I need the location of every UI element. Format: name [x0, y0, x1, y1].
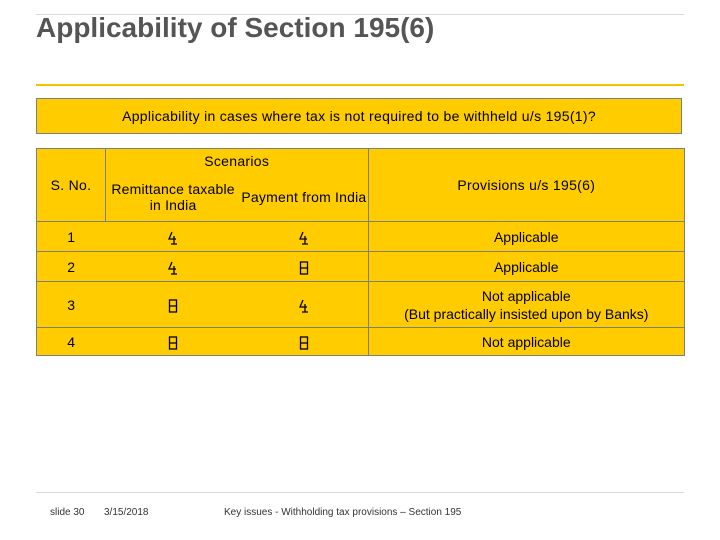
- footer-rule: [36, 492, 684, 493]
- table-row: [37, 252, 685, 282]
- row-sno: 2: [37, 252, 106, 282]
- cross-icon: [299, 333, 309, 349]
- provision-note: (But practically insisted upon by Banks): [404, 305, 649, 322]
- provision-text: Not applicable: [481, 333, 571, 350]
- provision-cell: [368, 328, 684, 356]
- provision-cell: [368, 252, 684, 282]
- footer-date: 3/15/2018: [104, 507, 149, 518]
- remittance-cell: [105, 222, 240, 252]
- header-scenarios: Scenarios: [105, 149, 368, 174]
- check-icon: [298, 296, 310, 312]
- table-row: [37, 282, 685, 328]
- cross-icon: [299, 258, 309, 274]
- provision-cell: [368, 282, 684, 328]
- slide-title: Applicability of Section 195(6): [36, 12, 435, 43]
- payment-cell: [240, 282, 368, 328]
- table-row: [37, 328, 685, 356]
- check-icon: [167, 258, 179, 274]
- payment-cell: [240, 328, 368, 356]
- footer-caption: Key issues - Withholding tax provisions – Section 195: [224, 507, 462, 518]
- header-sno: S. No.: [37, 149, 106, 222]
- footer-slide-number: slide 30: [50, 507, 85, 518]
- question-text: Applicability in cases where tax is not required to be withheld u/s 195(1)?: [122, 108, 596, 124]
- header-payment: Payment from India: [240, 173, 368, 222]
- provision-cell: [368, 222, 684, 252]
- remittance-cell: [105, 328, 240, 356]
- cross-icon: [168, 333, 178, 349]
- provision-text: Applicable: [493, 228, 559, 245]
- title-underline: [36, 84, 684, 86]
- payment-cell: [240, 252, 368, 282]
- remittance-cell: [105, 282, 240, 328]
- row-sno: 3: [37, 282, 106, 328]
- provision-text: Applicable: [493, 258, 559, 275]
- cross-icon: [168, 296, 178, 312]
- remittance-cell: [105, 252, 240, 282]
- payment-cell: [240, 222, 368, 252]
- check-icon: [167, 228, 179, 244]
- row-sno: 1: [37, 222, 106, 252]
- check-icon: [298, 228, 310, 244]
- scenario-table: [36, 148, 685, 356]
- table-row: [37, 222, 685, 252]
- header-remittance: Remittance taxable in India: [105, 173, 240, 222]
- header-provisions: Provisions u/s 195(6): [368, 149, 684, 222]
- provision-text: Not applicable: [481, 287, 571, 304]
- question-banner: [36, 98, 682, 134]
- row-sno: 4: [37, 328, 106, 356]
